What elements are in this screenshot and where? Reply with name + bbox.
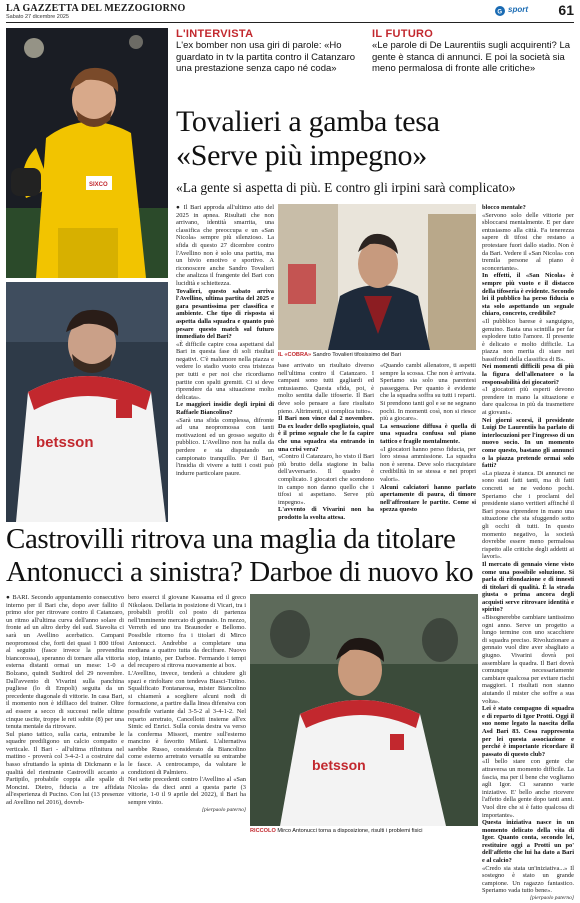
main-subhead: «La gente si aspetta di più. E contro gli irpini sarà complicato» <box>176 180 516 195</box>
second-headline-line-2: Antonucci a sinistra? Darboe di nuovo ko <box>6 556 474 588</box>
svg-text:G: G <box>497 9 503 16</box>
second-story-column-1 <box>6 594 124 834</box>
kicker-intervista <box>176 28 366 75</box>
second-headline-line-1: Castrovilli ritrova una maglia da titolare <box>6 523 456 555</box>
question: Questa iniziativa nasce in un momento delicato della vita di Igor. Quanto conta, secondo lei, restituire oggi a Protti un po' dell'affetto che lui ha dato a Bari e al calcio? <box>482 819 574 865</box>
paragraph: «Il pubblico barese è sanguigno, genuino. Basta una scintilla per far esplodere tutto l'amore. Il presente è delicato e molto difficile. La piazza non merita di stare nei bassifondi della classifica di B». <box>482 317 574 363</box>
paragraph: bero esserci il giovane Kassama ed il greco Nikolaou. Dellaria in posizione di Vicari, tra i probabili profili col posto di partenza nell'imminente mercato di gennaio. In mezzo, Verreth ed uno tra Braunoder e Bellomo. Possibile ritorno fra i titolari di Mirco Antonucci. Andrebbe a completare una mediana a quattro tutta da decifrare. Nuovo stop, intanto, per Darboe. Fermando i tempi del recupero si ritrova nuovamente ai box. <box>128 594 246 670</box>
tovalieri-photo <box>278 204 476 350</box>
caption-label: RICCOLO <box>250 828 276 834</box>
paragraph: Sul piano tattico, sulla carta, entrambe le squadre prediligono un calcio compatto e verticale. Il Bari - all'ultima rifinitura nel mattino - proverà col 3-4-2-1 a costruire dal basso sfruttando la spinta di Dickmann e la qualità del rientrante Castrovilli accanto a Partipilo, probabile coppia alle spalle di Moncini. Dietro, fiducia a tre affidata all'esperienza di Pucino. Con lui (13 presenze ad Avellino nel 2016), dovreb- <box>6 730 124 807</box>
kicker-label: IL FUTURO <box>372 28 434 40</box>
question: L'avvento di Vivarini non ha prodotto la svolta attesa. <box>278 506 374 521</box>
paragraph: Nei sette precedenti contro l'Avellino al «San Nicola» da dieci anni a questa parte (3 vittorie, 1-0 il 9 aprile del 2022), il Bari ha sempre vinto. <box>128 776 246 807</box>
paragraph: «Credo sia stata un'iniziativa...» Il sostegno è stato un grande campione. Un ragazzo fantastico. Speriamo vada tutto bene». <box>482 864 574 895</box>
svg-text:betsson: betsson <box>36 434 94 451</box>
antonucci-photo <box>250 594 478 826</box>
paragraph: «Servono solo delle vittorie per sbloccarsi mentalmente. E per dare entusiasmo alla città. Fa tenerezza sapere di tifosi che restano a protestare fuori dallo stadio. Non è da Bari. Vedere il «San Nicola» con tremila persone al piano è sconcertante». <box>482 211 574 272</box>
question: In effetti, il «San Nicola» è sempre più vuoto e il distacco della tifoseria è evidente. Secondo lei il pubblico ha perso fiducia o sta solo aspettando un segnale chiaro, concreto, credibile? <box>482 272 574 318</box>
question: Le maggiori insidie degli irpini di Raffaele Biancolino? <box>176 401 274 417</box>
paragraph: «Bisognerebbe cambiare tantissimo ogni anno. Serve un progetto a lungo termine con uno scacchiere di squadra preciso. Rivoluzionare a gennaio vuol dire aver sbagliato a giugno. Vivarini dovrà poi assemblare la quadra. Il Bari dovrà comunque necessariamente cambiare qualcosa per evitare rischi maggiori. I risultati non stanno aiutando il mister che soffre a sua volta». <box>482 614 574 705</box>
kicker-futuro <box>372 28 574 75</box>
kicker-text: «Le parole di De Laurentiis sugli acquirenti? La gente è stanca di annunci. E poi la società sia meno permalosa di fronte alle critiche» <box>372 40 571 74</box>
paragraph: «Sarà una sfida complessa, difronte ad una neopromossa con tanti motivazioni ed un grosso seguito di pubblico. L'Avellino non ha nulla da perdere e sta disputando un campionato tranquillo. Per il Bari, l'insidia di vivere a tutti i costi può indurre particolare paure. <box>176 416 274 477</box>
main-story-column-3 <box>380 362 476 518</box>
question: Nei momenti difficili pesa di più la figura dell'allenatore o la responsabilità dei giocatori? <box>482 363 574 386</box>
caption-text: Sandro Tovalieri tifosissimo del Bari <box>312 352 401 358</box>
question: Il mercato di gennaio viene visto come una possibile soluzione. Si parla di rifondazione e di innesti di titolari di qualità. È la strada giusta o prima ancora degli acquisti serve ritrovare identità e spirito? <box>482 560 574 614</box>
tovalieri-photo-caption <box>278 352 476 358</box>
player-photo-betsson <box>6 282 168 522</box>
page-number-text: 61 <box>558 2 574 18</box>
header-rule <box>6 22 574 23</box>
svg-text:betsson: betsson <box>312 757 366 773</box>
question: blocco mentale? <box>482 204 526 211</box>
main-story-column-2 <box>278 362 374 521</box>
author-signature: [pierpaolo paterno] <box>529 895 574 902</box>
paragraph: ● Il Bari approda all'ultimo atto del 2025 in apnea. Risultati che non arrivano, identità smarrita, una classifica che preoccupa e un «San Nicola» sempre più silenzioso. La sfida di questo 27 dicembre contro l'Avellino non è solo una partita, ma un bivio emotivo e sportivo. A riconoscere anche Sandro Tovalieri che analizza il frangente del Bari con lucidità e schiettezza. <box>176 204 274 287</box>
question: Nei giorni scorsi, il presidente Luigi De Laurentiis ha parlato di interlocuzioni per l'ingresso di un nuovo socio. In un momento come questo, bastano gli annunci o la piazza pretende ormai solo fatti? <box>482 416 574 470</box>
dateline: Sabato 27 dicembre 2025 <box>6 14 69 20</box>
goalkeeper-photo <box>6 28 168 278</box>
main-headline-line-2: «Serve più impegno» <box>176 139 427 172</box>
caption-label: IL «COBRA» <box>278 352 312 358</box>
paragraph: «I giocatori più esperti devono prendere in mano la situazione e dare qualcosa in più da trasmettere ai giovani». <box>482 386 574 417</box>
kicker-label: L'INTERVISTA <box>176 28 254 40</box>
antonucci-photo-caption <box>250 828 478 834</box>
main-story-column-4 <box>482 204 574 902</box>
paragraph: base arrivato un risultato diverso nell'ultima contro il Catanzaro. I campani sono tutti gagliardi ed entusiasmo. Questa sfida, poi, è molto sentita dalle tifoserie. Il Bari deve solo pensare a fare risultato pieno. Altrimenti, si complica tutto». <box>278 362 374 415</box>
paragraph: «Il bello stare con gente che attraversa un momento difficile. La fascia, ma per il bene che vogliamo agli Igor. Ci saranno varie iniziative. E' bello anche ricevere l'affetto della gente dopo tanti anni. Vuol dire che si è fatto qualcosa di importante». <box>482 758 574 819</box>
paragraph: «È difficile capire cosa aspettarsi dal Bari in questa fase di soli risultati negativi. C'è malumore nella piazza e vedere lo stadio vuoto crea tristezza per tutti e per noi che ricordiamo partite con spalti gremiti. Ci si deve riprendere da una situazione molto delicata». <box>176 340 274 401</box>
paragraph: ● BARI. Secondo appuntamento consecutivo interno per il Bari che, dopo aver fallito il primo sfor per ritrovare contro il Catanzaro, un ritmo all'ultima curva dell'anno solare di fronte ad un altro derby del sud. Stavolta ci sarà un Avellino acerbatico. Campani neopromossi che, forti dei quasi 1 800 tifosi al seguito (fasce invece la prevendita biancorossa), speranno di tornare alla vittoria esterna distanti ormai un mese: 1-0 a Bolzano, quindi Sudtirol del 29 novembre. Dall'avvento di Vivarini sulla panchina pugliese (lo di Empoli) seguita da un precedente diagonale di vittorie. In casa Bari, il momento non è idilliaco del trainer. Oltre ad essere a secco di successi nelle ultime cinque uscite, troppe le reti subite (8) per una tenuta mentale da ritrovare. <box>6 594 124 731</box>
paragraph: «I giocatori hanno perso fiducia, per loro stessa ammissione. La squadra non è serena. Deve solo riacquistare credibilità in se stessa e nei propri valori». <box>380 445 476 483</box>
question: Alcuni calciatori hanno parlato apertamente di paura, di timore nell'affrontare le partite. Come si spezza questo <box>380 483 476 514</box>
masthead: LA GAZZETTA DEL MEZZOGIORNO <box>6 3 186 14</box>
kicker-text: L'ex bomber non usa giri di parole: «Ho guardato in tv la partita contro il Catanzaro una prestazione senza capo né coda» <box>176 40 356 74</box>
paragraph: L'Avellino, invece, tenderà a chiudere gli spazi e rinfoltare con tendeva Biasci-Tutino. Squalificato Fontanarosa, mister Biancolino si chiamerà a scegliere alcuni nodi di formazione, a partire dalla linea difensiva con possibile variante dal 3-5-2 al 3-4-1-2. Nel reparto arretrato, Cancellotti insieme all'ex Simic ed Enrici. Sulla corsia destra va verso la conferma Missori, mentre sull'esterno mancino è favorito Milani. L'alternativa sarebbe Russo, considerato da Biancolino come esterno arretrato versatile su entrambe le fasce. A centrocampo, da valutare le condizioni di Palmiero. <box>128 669 246 776</box>
author-signature: [pierpaolo paterno] <box>201 806 246 813</box>
question: Lei è stato compagno di squadra e di reparto di Igor Protti. Oggi il suo nome legato la nascita della Asd Bari 83. Cosa rappresenta per lei questa associazione e perché è importante ricordare il passato di questo club? <box>482 705 574 758</box>
paragraph: «La piazza è stanca. Di annunci ne sono stati fatti tanti, ma di fatti concreti se ne vedono pochi. Speriamo che i proclami del presidente siano veritieri affinché il Bari possa riprendere in mano una situazione che sta sfuggendo sotto gli occhi di tutti. In questo momento negativo, la società dovrebbe essere meno permalosa rispetto alle critiche degli addetti ai lavori». <box>482 469 574 561</box>
main-story-column-1 <box>176 204 274 518</box>
question: La sensazione diffusa è quella di una squadra confusa sul piano tattico e fragile mentalmente. <box>380 422 476 445</box>
paragraph: «Quando cambi allenatore, ti aspetti sempre la scossa. Che non è arrivata. Speriamo sia solo una parentesi passeggera. Per quanto è evidente che la squadra soffra su tutti i reparti. Si prendono tanti gol e se ne segnano pochi. In momenti così, non si riesce più a giocare». <box>380 362 476 423</box>
section-label: sport <box>508 5 528 14</box>
main-headline-line-1: Tovalieri a gamba tesa <box>176 105 440 138</box>
paragraph: «Contro il Catanzaro, ho visto il Bari più brutto della stagione in balia dell'avversario. Il quadro è complicato. I giocatori che scendono in campo non danno quello che i tifosi si aspettano. Serve più impegno». <box>278 453 374 506</box>
second-story-column-2 <box>128 594 246 834</box>
question: Il Bari non vince dal 2 novembre. Da ex leader dello spogliatoio, qual è il primo segnale che le fa capire che una squadra sta entrando in una crisi vera? <box>278 415 374 453</box>
caption-text: Mirco Antonucci torna a disposizione, risulti i problemi fisici <box>277 828 423 834</box>
page-number <box>530 2 574 20</box>
svg-text:SIXCO: SIXCO <box>89 182 108 188</box>
question: Tovalieri, questo sabato arriva l'Avellino, ultima partita del 2025 e gara pesantissima per classifica e ambiente. Che tipo di risposta si aspetta dalla squadra e quanto può pesare questo match sul futuro immediato del Bari? <box>176 287 274 341</box>
